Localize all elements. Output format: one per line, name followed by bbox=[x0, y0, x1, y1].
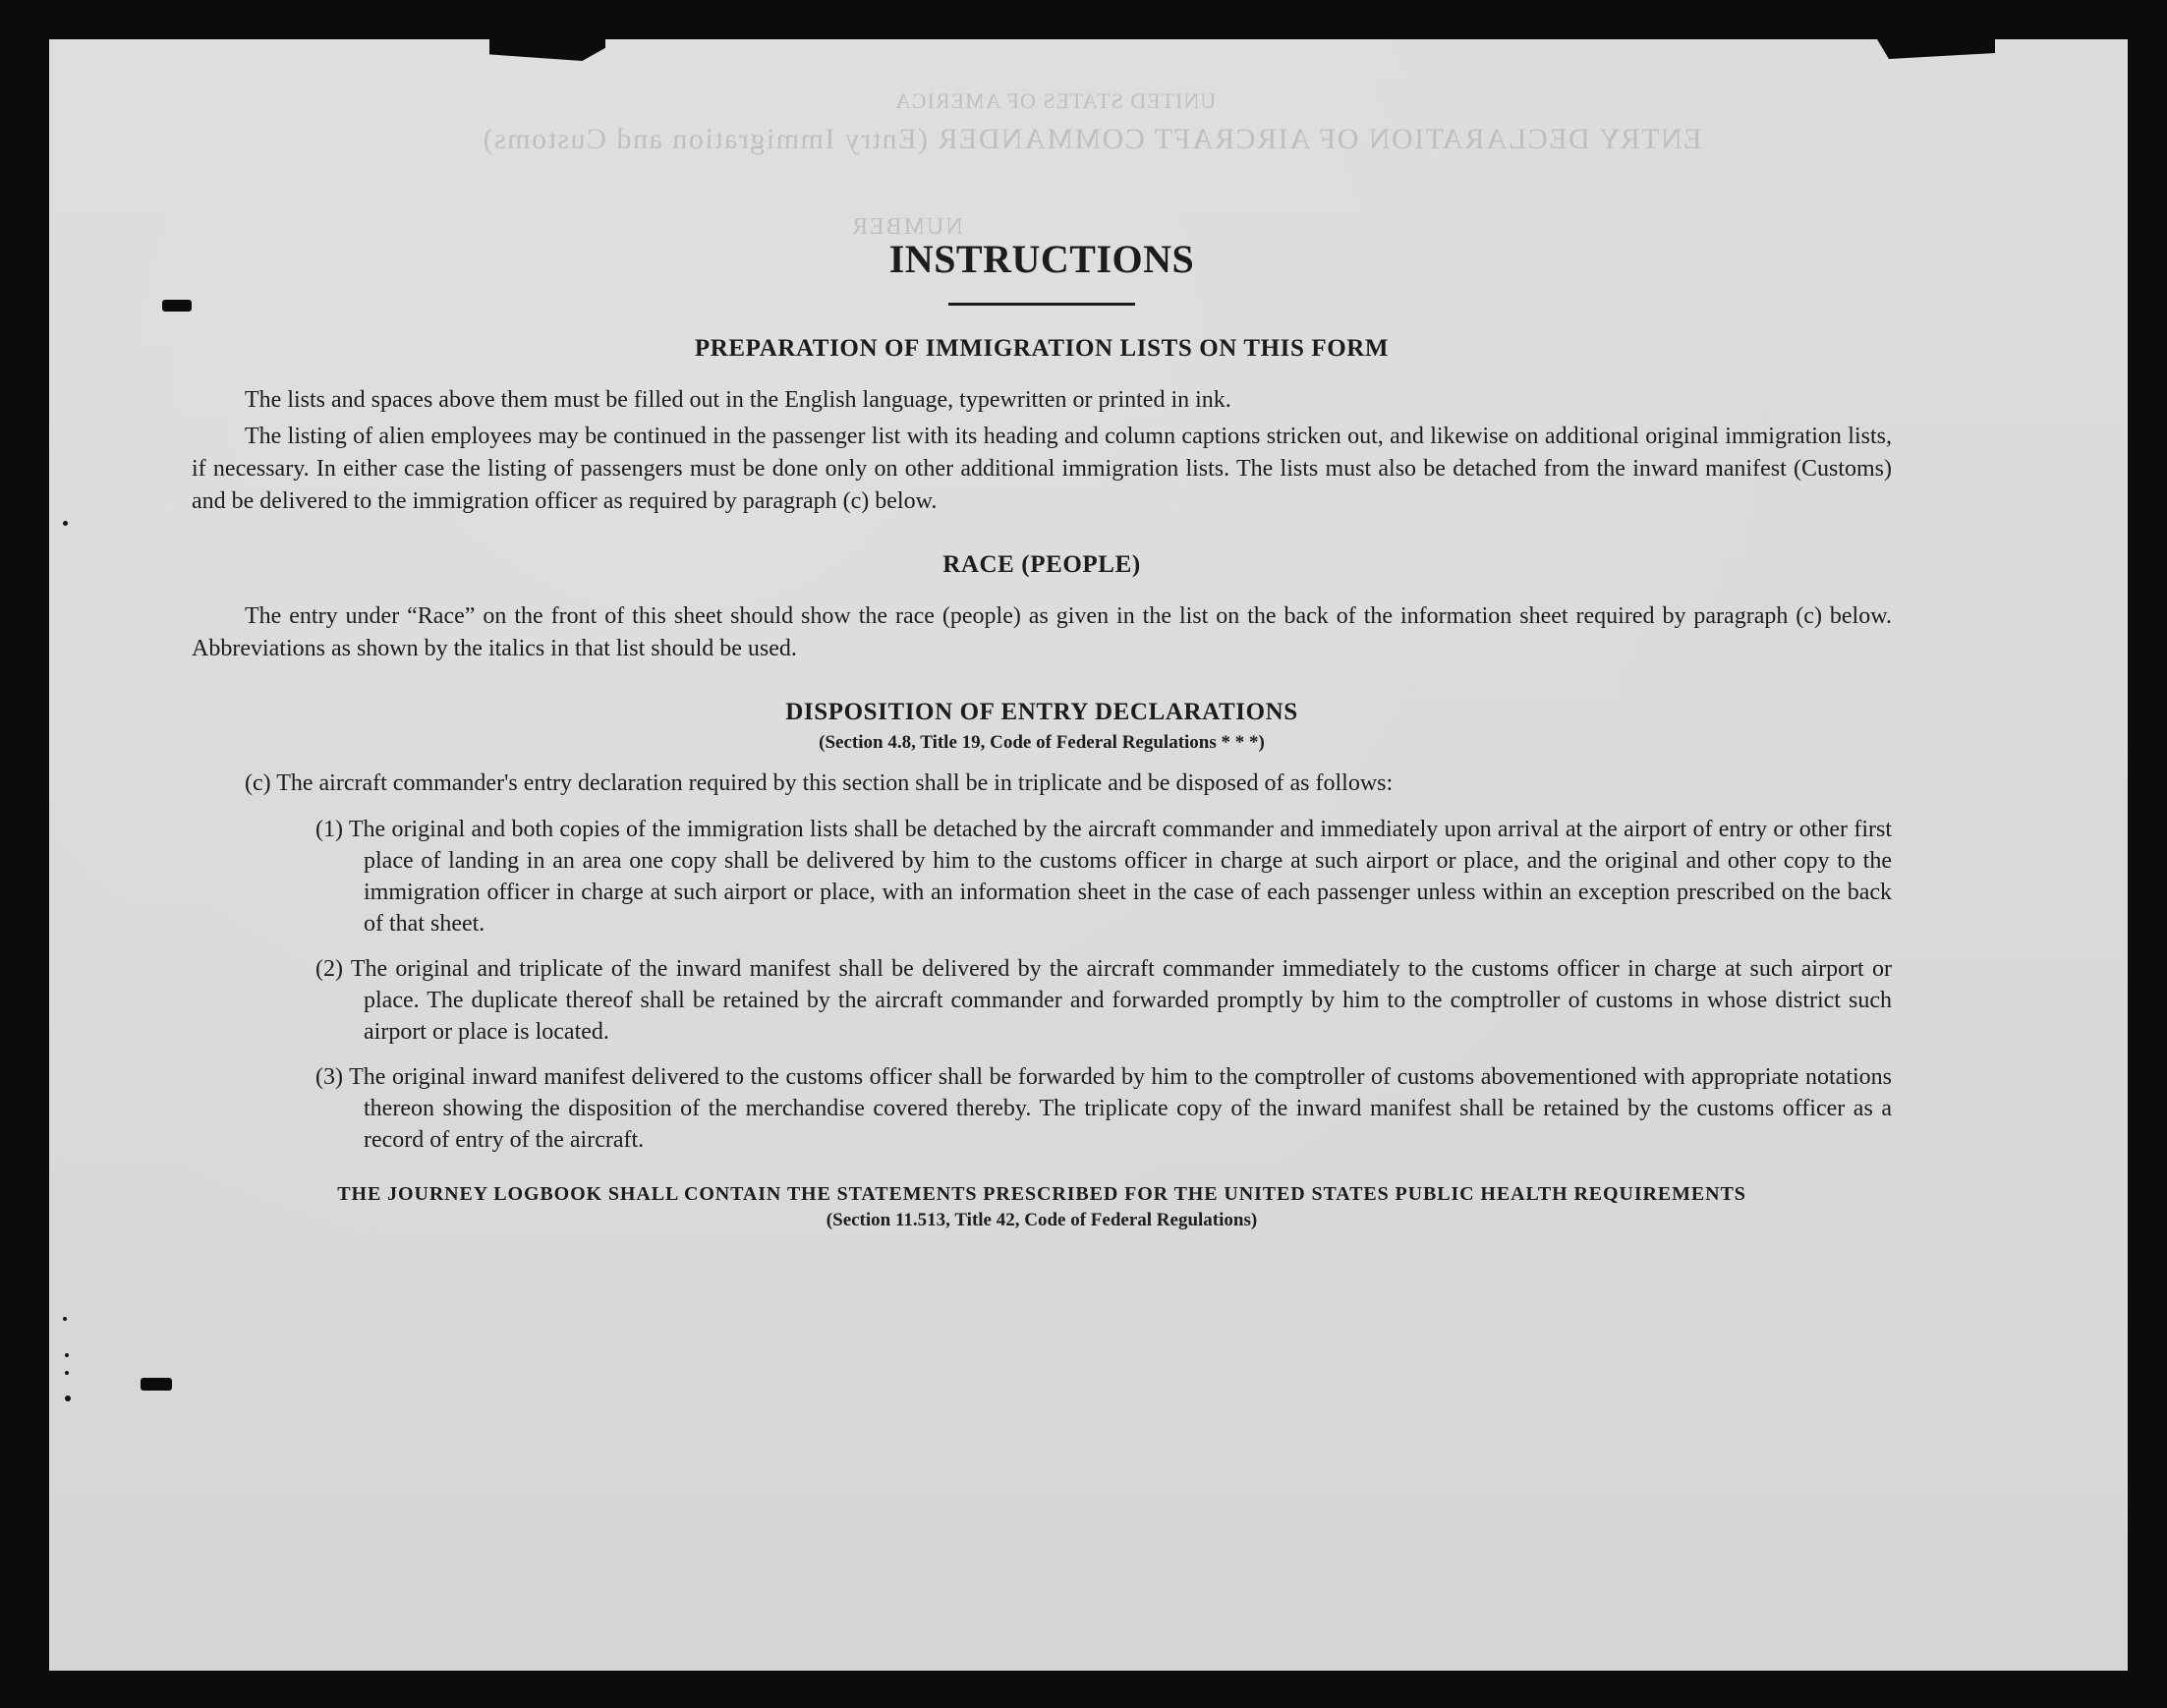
punch-mark bbox=[162, 300, 192, 312]
paragraph: The entry under “Race” on the front of this sheet should show the race (people) as given in the list on the back of the information sheet required by paragraph (c) below. Abbreviations as shown by the italics in that list should be used. bbox=[192, 603, 1892, 661]
speck bbox=[65, 1371, 69, 1375]
speck bbox=[65, 1353, 69, 1357]
bleed-through-text: ENTRY DECLARATION OF AIRCRAFT COMMANDER (Entry Immigration and Customs) bbox=[482, 123, 1702, 155]
section-heading-disposition: DISPOSITION OF ENTRY DECLARATIONS bbox=[785, 699, 1298, 725]
paragraph: The lists and spaces above them must be filled out in the English language, typewritten or printed in ink. bbox=[245, 387, 1231, 413]
regulation-reference: (Section 4.8, Title 19, Code of Federal Regulations * * *) bbox=[819, 732, 1265, 753]
bleed-through-text: NUMBER bbox=[850, 214, 963, 240]
speck bbox=[63, 1317, 67, 1321]
section-heading-race: RACE (PEOPLE) bbox=[942, 551, 1141, 578]
speck bbox=[63, 521, 68, 526]
speck bbox=[65, 1395, 71, 1401]
bleed-through-text: UNITED STATES OF AMERICA bbox=[894, 88, 1217, 113]
page-title: INSTRUCTIONS bbox=[888, 237, 1195, 281]
instructions-content bbox=[192, 236, 1892, 1231]
punch-mark bbox=[141, 1378, 172, 1391]
list-item: (2) The original and triplicate of the inward manifest shall be delivered by the aircraft commander immediately to the customs officer in charge at such airport or place. The duplicate thereof shall be retained by the aircraft commander and forwarded promptly by him to the comptroller of customs in whose district such airport or place is located. bbox=[315, 956, 1892, 1045]
torn-edge bbox=[489, 39, 605, 61]
title-rule bbox=[948, 303, 1135, 306]
paragraph-lead: (c) The aircraft commander's entry declaration required by this section shall be in triplicate and be disposed of as follows: bbox=[245, 770, 1394, 796]
torn-edge bbox=[1877, 39, 1995, 59]
footer-statement: THE JOURNEY LOGBOOK SHALL CONTAIN THE STATEMENTS PRESCRIBED FOR THE UNITED STATES PUBLIC HEALTH REQUIREMENTS bbox=[337, 1183, 1746, 1205]
footer-reference: (Section 11.513, Title 42, Code of Federal Regulations) bbox=[826, 1210, 1258, 1230]
list-item: (1) The original and both copies of the immigration lists shall be detached by the aircraft commander and immediately upon arrival at the airport of entry or other first place of landing in an area one copy shall be delivered by him to the customs officer in charge at such airport or place, and the original and other copy to the immigration officer in charge at such airport or place, with an information sheet in the case of each passenger unless within an exception prescribed on the back of that sheet. bbox=[315, 817, 1892, 937]
section-heading-preparation: PREPARATION OF IMMIGRATION LISTS ON THIS FORM bbox=[694, 335, 1390, 362]
paragraph: The listing of alien employees may be continued in the passenger list with its heading and column captions stricken out, and likewise on additional original immigration lists, if necessary. In either case the listing of passengers must be done only on other additional immigration lists. The lists must also be detached from the inward manifest (Customs) and be delivered to the immigration officer as required by paragraph (c) below. bbox=[192, 424, 1892, 514]
list-item: (3) The original inward manifest delivered to the customs officer shall be forwarded by him to the comptroller of customs abovementioned with appropriate notations thereon showing the disposition of the merchandise covered thereby. The triplicate copy of the inward manifest shall be retained by the customs officer as a record of entry of the aircraft. bbox=[315, 1064, 1892, 1153]
